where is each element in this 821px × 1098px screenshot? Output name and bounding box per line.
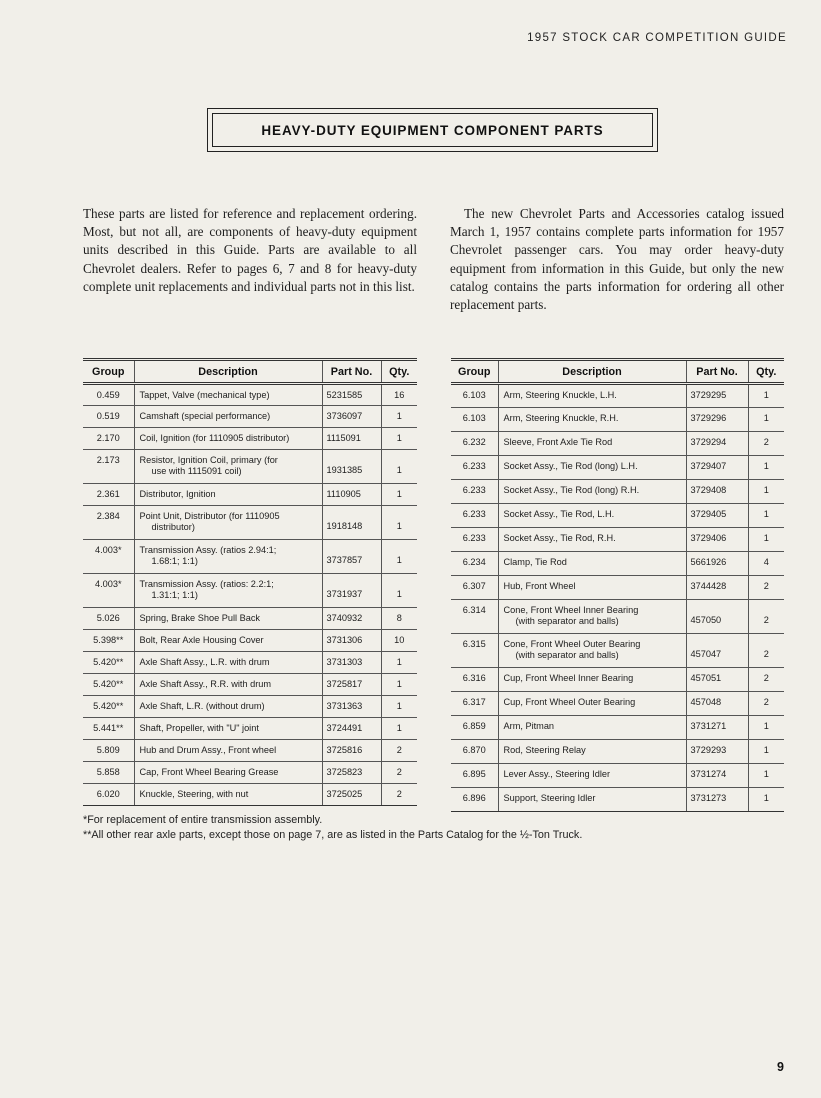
description-line: Support, Steering Idler: [503, 793, 596, 803]
table-row: [83, 674, 417, 696]
quantity-cell: 1: [748, 740, 784, 764]
description-line: Resistor, Ignition Coil, primary (for: [139, 455, 278, 465]
quantity-cell: 1: [381, 574, 417, 608]
group-cell: 6.103: [451, 384, 498, 408]
quantity-cell: 1: [381, 428, 417, 450]
table-row: [451, 480, 784, 504]
part-number-cell: 1115091: [322, 428, 381, 450]
description-line: Sleeve, Front Axle Tie Rod: [503, 437, 613, 447]
description-line: Axle Shaft Assy., L.R. with drum: [139, 657, 270, 667]
quantity-cell: 1: [381, 450, 417, 484]
quantity-cell: 4: [748, 552, 784, 576]
table-header-row: [83, 360, 417, 384]
description-cell: [498, 432, 686, 456]
description-cell: [498, 504, 686, 528]
description-cell: [134, 428, 322, 450]
part-number-cell: 3729294: [686, 432, 748, 456]
group-cell: 6.232: [451, 432, 498, 456]
part-number-cell: 3725025: [322, 784, 381, 806]
table-row: [83, 740, 417, 762]
group-cell: 5.809: [83, 740, 134, 762]
description-line: Cone, Front Wheel Outer Bearing: [503, 639, 641, 649]
description-line: Knuckle, Steering, with nut: [139, 789, 249, 799]
column-header-part-no: Part No.: [686, 360, 748, 384]
description-line: Arm, Steering Knuckle, R.H.: [503, 413, 619, 423]
table-row: [451, 600, 784, 634]
part-number-cell: 1918148: [322, 506, 381, 540]
description-cell: [134, 784, 322, 806]
description-line: Shaft, Propeller, with "U" joint: [139, 723, 259, 733]
table-row: [83, 574, 417, 608]
description-cell: [134, 406, 322, 428]
description-line: Socket Assy., Tie Rod, R.H.: [503, 533, 616, 543]
description-line: Spring, Brake Shoe Pull Back: [139, 613, 261, 623]
group-cell: 6.317: [451, 692, 498, 716]
quantity-cell: 1: [748, 528, 784, 552]
group-cell: 2.173: [83, 450, 134, 484]
part-number-cell: 3729405: [686, 504, 748, 528]
column-header-qty: Qty.: [748, 360, 784, 384]
running-head: 1957 STOCK CAR COMPETITION GUIDE: [527, 32, 787, 44]
quantity-cell: 2: [748, 600, 784, 634]
quantity-cell: 1: [381, 674, 417, 696]
description-line: Clamp, Tie Rod: [503, 557, 567, 567]
description-continuation: distributor): [151, 521, 195, 532]
description-line: Arm, Steering Knuckle, L.H.: [503, 390, 617, 400]
quantity-cell: 1: [381, 506, 417, 540]
quantity-cell: 1: [381, 540, 417, 574]
description-cell: [498, 456, 686, 480]
table-row: [83, 450, 417, 484]
quantity-cell: 2: [748, 576, 784, 600]
table-row: [83, 484, 417, 506]
description-continuation: (with separator and balls): [515, 649, 619, 660]
group-cell: 6.233: [451, 480, 498, 504]
description-cell: [498, 384, 686, 408]
description-cell: [134, 740, 322, 762]
description-cell: [134, 674, 322, 696]
page-number: 9: [777, 1060, 784, 1074]
description-line: Cap, Front Wheel Bearing Grease: [139, 767, 279, 777]
description-cell: [134, 450, 322, 484]
table-row: [83, 506, 417, 540]
part-number-cell: 3744428: [686, 576, 748, 600]
part-number-cell: 457051: [686, 668, 748, 692]
quantity-cell: 2: [381, 784, 417, 806]
quantity-cell: 2: [748, 692, 784, 716]
description-cell: [134, 718, 322, 740]
part-number-cell: 5231585: [322, 384, 381, 406]
section-title-box: [207, 108, 658, 152]
description-continuation: 1.68:1; 1:1): [151, 555, 198, 566]
description-cell: [134, 608, 322, 630]
description-line: Transmission Assy. (ratios 2.94:1;: [139, 545, 277, 555]
table-row: [83, 652, 417, 674]
quantity-cell: 2: [748, 634, 784, 668]
description-cell: [498, 408, 686, 432]
table-row: [83, 630, 417, 652]
table-row: [451, 764, 784, 788]
description-cell: [134, 540, 322, 574]
footnotes: [83, 813, 582, 842]
part-number-cell: 3736097: [322, 406, 381, 428]
quantity-cell: 1: [381, 484, 417, 506]
description-line: Rod, Steering Relay: [503, 745, 586, 755]
table-row: [451, 576, 784, 600]
description-cell: [498, 668, 686, 692]
description-cell: [498, 788, 686, 812]
parts-table-left: [83, 358, 417, 806]
group-cell: 2.170: [83, 428, 134, 450]
group-cell: 6.316: [451, 668, 498, 692]
quantity-cell: 1: [381, 406, 417, 428]
description-line: Arm, Pitman: [503, 721, 555, 731]
part-number-cell: 457050: [686, 600, 748, 634]
group-cell: 5.441**: [83, 718, 134, 740]
table-row: [451, 634, 784, 668]
description-line: Socket Assy., Tie Rod (long) R.H.: [503, 485, 640, 495]
description-line: Distributor, Ignition: [139, 489, 216, 499]
description-cell: [498, 480, 686, 504]
quantity-cell: 1: [748, 480, 784, 504]
part-number-cell: 3731274: [686, 764, 748, 788]
description-line: Hub and Drum Assy., Front wheel: [139, 745, 277, 755]
description-cell: [498, 764, 686, 788]
table-row: [451, 716, 784, 740]
description-cell: [498, 600, 686, 634]
group-cell: 6.895: [451, 764, 498, 788]
group-cell: 4.003*: [83, 540, 134, 574]
table-row: [83, 762, 417, 784]
part-number-cell: 3731271: [686, 716, 748, 740]
group-cell: 6.896: [451, 788, 498, 812]
quantity-cell: 1: [748, 788, 784, 812]
parts-table-right: [451, 358, 784, 812]
description-cell: [134, 762, 322, 784]
description-cell: [134, 484, 322, 506]
quantity-cell: 8: [381, 608, 417, 630]
description-cell: [498, 740, 686, 764]
description-line: Socket Assy., Tie Rod (long) L.H.: [503, 461, 638, 471]
description-continuation: 1.31:1; 1:1): [151, 589, 198, 600]
table-header-row: [451, 360, 784, 384]
description-cell: [134, 696, 322, 718]
description-cell: [134, 630, 322, 652]
part-number-cell: 3729293: [686, 740, 748, 764]
description-line: Bolt, Rear Axle Housing Cover: [139, 635, 264, 645]
quantity-cell: 10: [381, 630, 417, 652]
description-line: Lever Assy., Steering Idler: [503, 769, 611, 779]
footnote-rear-axle: **All other rear axle parts, except those on page 7, are as listed in the Parts Catalog for the ½-Ton Truck.: [83, 828, 583, 841]
group-cell: 6.859: [451, 716, 498, 740]
group-cell: 5.398**: [83, 630, 134, 652]
description-line: Coil, Ignition (for 1110905 distributor): [139, 433, 290, 443]
part-number-cell: 3737857: [322, 540, 381, 574]
table-row: [83, 696, 417, 718]
group-cell: 2.384: [83, 506, 134, 540]
description-cell: [498, 576, 686, 600]
part-number-cell: 3729408: [686, 480, 748, 504]
description-cell: [134, 506, 322, 540]
table-row: [83, 428, 417, 450]
table-row: [451, 668, 784, 692]
part-number-cell: 3729406: [686, 528, 748, 552]
table-row: [451, 456, 784, 480]
description-continuation: (with separator and balls): [515, 615, 619, 626]
description-line: Tappet, Valve (mechanical type): [139, 390, 270, 400]
table-row: [83, 718, 417, 740]
group-cell: 6.233: [451, 456, 498, 480]
group-cell: 0.519: [83, 406, 134, 428]
description-cell: [134, 384, 322, 406]
description-cell: [498, 552, 686, 576]
description-line: Cup, Front Wheel Inner Bearing: [503, 673, 634, 683]
table-row: [451, 692, 784, 716]
table-row: [451, 504, 784, 528]
part-number-cell: 1931385: [322, 450, 381, 484]
description-line: Axle Shaft, L.R. (without drum): [139, 701, 265, 711]
part-number-cell: 3729407: [686, 456, 748, 480]
group-cell: 5.420**: [83, 674, 134, 696]
part-number-cell: 3729295: [686, 384, 748, 408]
quantity-cell: 1: [748, 384, 784, 408]
part-number-cell: 3731937: [322, 574, 381, 608]
group-cell: 6.870: [451, 740, 498, 764]
part-number-cell: 3725816: [322, 740, 381, 762]
part-number-cell: 3725823: [322, 762, 381, 784]
description-cell: [498, 528, 686, 552]
quantity-cell: 1: [381, 696, 417, 718]
description-line: Cone, Front Wheel Inner Bearing: [503, 605, 639, 615]
part-number-cell: 5661926: [686, 552, 748, 576]
table-row: [451, 384, 784, 408]
group-cell: 5.420**: [83, 652, 134, 674]
table-row: [83, 406, 417, 428]
quantity-cell: 1: [381, 718, 417, 740]
table-row: [451, 788, 784, 812]
column-header-part-no: Part No.: [322, 360, 381, 384]
group-cell: 6.233: [451, 504, 498, 528]
section-title: HEAVY-DUTY EQUIPMENT COMPONENT PARTS: [212, 113, 653, 147]
table-row: [451, 408, 784, 432]
column-header-description: Description: [498, 360, 686, 384]
part-number-cell: 457047: [686, 634, 748, 668]
group-cell: 6.315: [451, 634, 498, 668]
description-line: Socket Assy., Tie Rod, L.H.: [503, 509, 615, 519]
group-cell: 4.003*: [83, 574, 134, 608]
part-number-cell: 3731363: [322, 696, 381, 718]
quantity-cell: 1: [748, 764, 784, 788]
quantity-cell: 1: [748, 716, 784, 740]
part-number-cell: 457048: [686, 692, 748, 716]
table-row: [451, 528, 784, 552]
part-number-cell: 3724491: [322, 718, 381, 740]
group-cell: 6.020: [83, 784, 134, 806]
column-header-group: Group: [451, 360, 498, 384]
intro-left-paragraph: These parts are listed for reference and replacement ordering. Most, but not all, are components of heavy-duty equipment units described in this Guide. Parts are available to all Chevrolet dealers. Refer to pages 6, 7 and 8 for heavy-duty complete unit replacements and individual parts not in this list.: [83, 206, 417, 294]
part-number-cell: 3731306: [322, 630, 381, 652]
group-cell: 6.233: [451, 528, 498, 552]
group-cell: 6.307: [451, 576, 498, 600]
group-cell: 5.026: [83, 608, 134, 630]
description-line: Axle Shaft Assy., R.R. with drum: [139, 679, 272, 689]
table-row: [83, 384, 417, 406]
part-number-cell: 3729296: [686, 408, 748, 432]
table-row: [83, 784, 417, 806]
description-line: Cup, Front Wheel Outer Bearing: [503, 697, 636, 707]
quantity-cell: 1: [748, 408, 784, 432]
part-number-cell: 1110905: [322, 484, 381, 506]
description-cell: [134, 652, 322, 674]
table-row: [451, 740, 784, 764]
quantity-cell: 2: [381, 740, 417, 762]
table-row: [83, 540, 417, 574]
group-cell: 6.234: [451, 552, 498, 576]
footnote-transmission: *For replacement of entire transmission assembly.: [83, 814, 323, 826]
group-cell: 0.459: [83, 384, 134, 406]
quantity-cell: 1: [381, 652, 417, 674]
quantity-cell: 2: [748, 668, 784, 692]
quantity-cell: 16: [381, 384, 417, 406]
group-cell: 5.420**: [83, 696, 134, 718]
part-number-cell: 3740932: [322, 608, 381, 630]
group-cell: 6.314: [451, 600, 498, 634]
description-line: Hub, Front Wheel: [503, 581, 576, 591]
table-row: [83, 608, 417, 630]
part-number-cell: 3725817: [322, 674, 381, 696]
group-cell: 5.858: [83, 762, 134, 784]
quantity-cell: 1: [748, 456, 784, 480]
quantity-cell: 1: [748, 504, 784, 528]
table-row: [451, 552, 784, 576]
description-line: Transmission Assy. (ratios: 2.2:1;: [139, 579, 274, 589]
description-line: Point Unit, Distributor (for 1110905: [139, 511, 280, 521]
quantity-cell: 2: [748, 432, 784, 456]
description-cell: [134, 574, 322, 608]
column-header-group: Group: [83, 360, 134, 384]
group-cell: 6.103: [451, 408, 498, 432]
description-line: Camshaft (special performance): [139, 411, 271, 421]
column-header-description: Description: [134, 360, 322, 384]
description-cell: [498, 634, 686, 668]
part-number-cell: 3731273: [686, 788, 748, 812]
description-continuation: use with 1115091 coil): [151, 465, 242, 476]
quantity-cell: 2: [381, 762, 417, 784]
group-cell: 2.361: [83, 484, 134, 506]
description-cell: [498, 716, 686, 740]
column-header-qty: Qty.: [381, 360, 417, 384]
intro-right-paragraph: The new Chevrolet Parts and Accessories catalog issued March 1, 1957 contains complete parts information for 1957 Chevrolet passenger cars. You may order heavy-duty equipment from information in this Guide, but only the new catalog contains the parts information for ordering all other replacement parts.: [450, 206, 784, 313]
part-number-cell: 3731303: [322, 652, 381, 674]
description-cell: [498, 692, 686, 716]
table-row: [451, 432, 784, 456]
